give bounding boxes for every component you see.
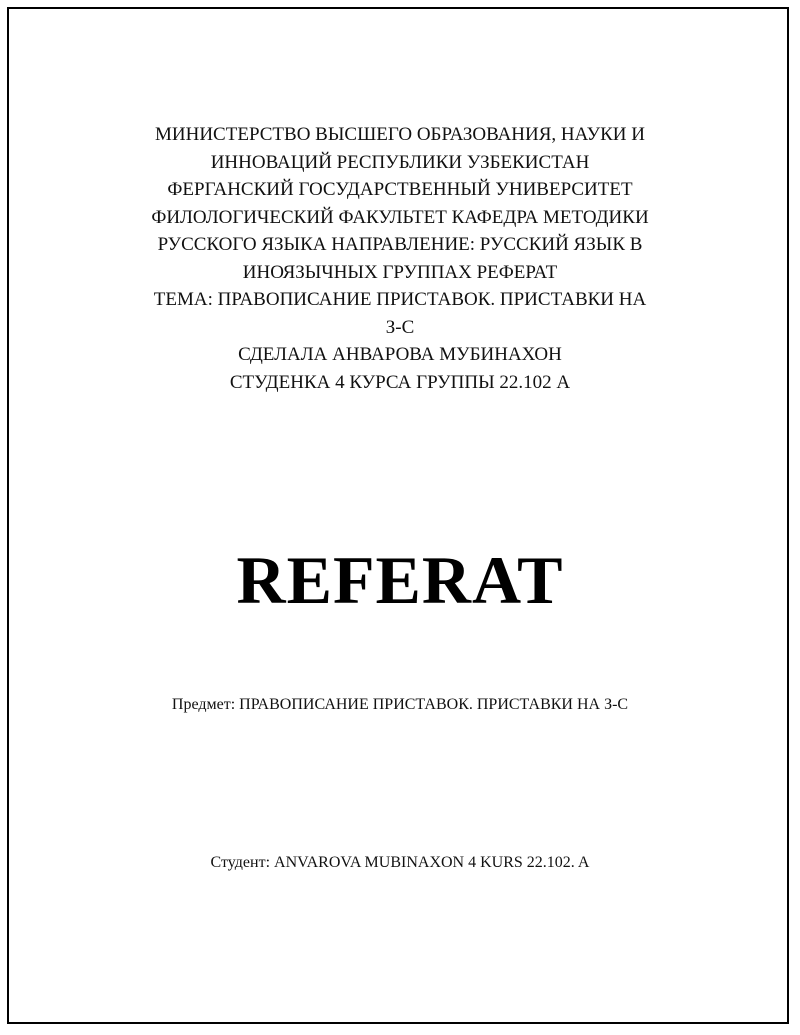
header-line: РУССКОГО ЯЗЫКА НАПРАВЛЕНИЕ: РУССКИЙ ЯЗЫК В bbox=[157, 234, 643, 255]
header-line: МИНИСТЕРСТВО ВЫСШЕГО ОБРАЗОВАНИЯ, НАУКИ И bbox=[155, 124, 645, 145]
header-line: СДЕЛАЛА АНВАРОВА МУБИНАХОН bbox=[238, 344, 562, 365]
header-line: СТУДЕНКА 4 КУРСА ГРУППЫ 22.102 А bbox=[229, 371, 571, 393]
header-line: ИНОЯЗЫЧНЫХ ГРУППАХ РЕФЕРАТ bbox=[242, 261, 558, 283]
header-line: ФИЛОЛОГИЧЕСКИЙ ФАКУЛЬТЕТ КАФЕДРА МЕТОДИКИ bbox=[151, 206, 649, 228]
header-line: ИННОВАЦИЙ РЕСПУБЛИКИ УЗБЕКИСТАН bbox=[210, 151, 590, 173]
institution-header bbox=[100, 121, 700, 396]
header-line: З-С bbox=[385, 316, 415, 338]
student-line: Студент: ANVAROVA MUBINAXON 4 KURS 22.102. A bbox=[210, 854, 590, 871]
header-line: ТЕМА: ПРАВОПИСАНИЕ ПРИСТАВОК. ПРИСТАВКИ НА bbox=[153, 289, 647, 310]
header-line: ФЕРГАНСКИЙ ГОСУДАРСТВЕННЫЙ УНИВЕРСИТЕТ bbox=[167, 179, 633, 200]
subject-line: Предмет: ПРАВОПИСАНИЕ ПРИСТАВОК. ПРИСТАВКИ НА З-С bbox=[171, 696, 629, 713]
document-title: REFERAT bbox=[236, 542, 564, 618]
